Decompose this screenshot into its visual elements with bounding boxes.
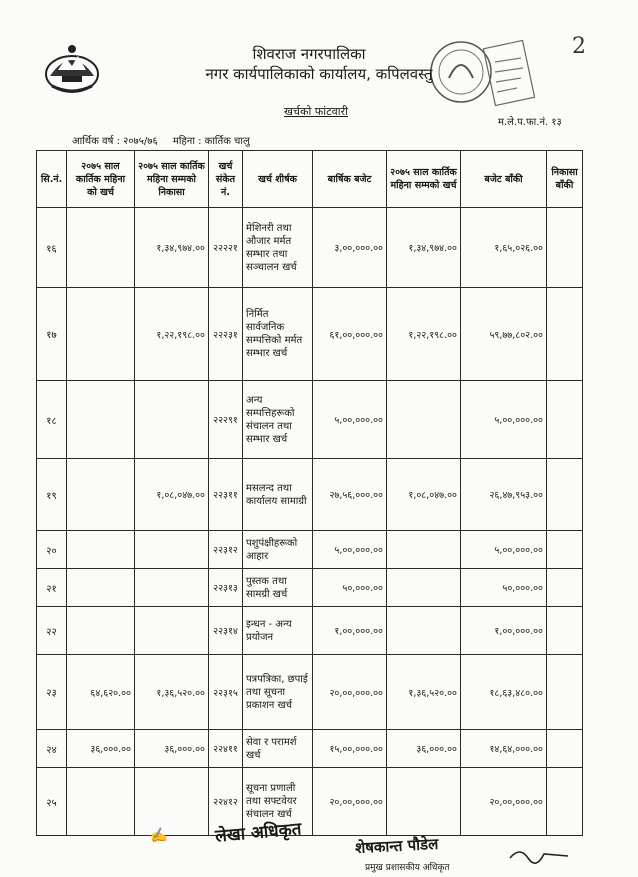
cell-month-expense xyxy=(67,607,135,655)
col-header-release-remaining: निकासा बाँकी xyxy=(547,151,583,208)
cell-budget-remaining: ५,००,०००.०० xyxy=(461,381,547,459)
cell-expense-to-date: १,०८,०४७.०० xyxy=(387,459,461,531)
handwritten-signature xyxy=(508,844,578,866)
cell-annual-budget: ५०,०००.०० xyxy=(313,569,387,607)
cell-annual-budget: ३,००,०००.०० xyxy=(313,208,387,288)
cell-expense-title: निर्मित सार्वजनिक सम्पत्तिको मर्मत सम्भार खर्च xyxy=(243,288,313,381)
cell-expense-title: मसलन्द तथा कार्यालय सामाग्री xyxy=(243,459,313,531)
table-row xyxy=(37,208,583,288)
office-name: नगर कार्यपालिकाको कार्यालय, कपिलवस्तु xyxy=(205,65,433,83)
cell-annual-budget: ५,००,०००.०० xyxy=(313,381,387,459)
cell-budget-remaining: ५,००,०००.०० xyxy=(461,531,547,569)
col-header-expense-title: खर्च शीर्षक xyxy=(243,151,313,208)
cell-release-remaining xyxy=(547,607,583,655)
col-header-month-expense: २०७५ साल कार्तिक महिना को खर्च xyxy=(67,151,135,208)
cell-budget-remaining: २६,४७,९५३.०० xyxy=(461,459,547,531)
cell-release-remaining xyxy=(547,768,583,836)
table-row xyxy=(37,569,583,607)
cell-release-remaining xyxy=(547,288,583,381)
cell-release-remaining xyxy=(547,730,583,768)
cell-budget-remaining: २०,००,०००.०० xyxy=(461,768,547,836)
cell-release-to-date: १,२२,१९८.०० xyxy=(135,288,209,381)
fiscal-year: आर्थिक वर्ष : २०७५/७६ xyxy=(72,136,158,147)
cell-expense-to-date xyxy=(387,768,461,836)
cell-month-expense: ६४,६२०.०० xyxy=(67,655,135,730)
cell-annual-budget: १,००,०००.०० xyxy=(313,607,387,655)
cell-release-to-date: १,३४,९७४.०० xyxy=(135,208,209,288)
expense-ledger-table xyxy=(36,150,583,836)
signature-role: प्रमुख प्रशासकीय अधिकृत xyxy=(365,863,450,873)
cell-expense-title: इन्धन - अन्य प्रयोजन xyxy=(243,607,313,655)
table-row xyxy=(37,768,583,836)
cell-expense-code: २२३१३ xyxy=(209,569,243,607)
cell-month-expense xyxy=(67,381,135,459)
col-header-release-to-date: २०७५ साल कार्तिक महिना सम्मको निकासा xyxy=(135,151,209,208)
cell-expense-to-date xyxy=(387,531,461,569)
cell-expense-code: २२३१२ xyxy=(209,531,243,569)
month-label: महिना : कार्तिक चालु xyxy=(172,136,250,147)
col-header-expense-to-date: २०७५ साल कार्तिक महिना सम्मको खर्च xyxy=(387,151,461,208)
col-header-annual-budget: बार्षिक बजेट xyxy=(313,151,387,208)
cell-release-remaining xyxy=(547,208,583,288)
cell-annual-budget: २०,००,०००.०० xyxy=(313,768,387,836)
cell-expense-to-date xyxy=(387,607,461,655)
cell-release-to-date: ३६,०००.०० xyxy=(135,730,209,768)
cell-expense-title: मेशिनरी तथा औजार मर्मत सम्भार तथा सञ्चालन खर्च xyxy=(243,208,313,288)
cell-budget-remaining: १४,६४,०००.०० xyxy=(461,730,547,768)
cell-release-to-date xyxy=(135,569,209,607)
table-row xyxy=(37,288,583,381)
cell-serial: १९ xyxy=(37,459,67,531)
signature-mark: ✍ xyxy=(148,826,169,846)
cell-expense-code: २२४११ xyxy=(209,730,243,768)
cell-budget-remaining: १८,६३,४८०.०० xyxy=(461,655,547,730)
cell-release-to-date: १,३६,५२०.०० xyxy=(135,655,209,730)
cell-annual-budget: ५,००,०००.०० xyxy=(313,531,387,569)
cell-expense-code: २२३१४ xyxy=(209,607,243,655)
cell-expense-code: २२२२१ xyxy=(209,208,243,288)
cell-release-to-date xyxy=(135,607,209,655)
cell-expense-to-date: ३६,०००.०० xyxy=(387,730,461,768)
signature-accounts-officer: लेखा अधिकृत xyxy=(214,819,303,847)
cell-annual-budget: २०,००,०००.०० xyxy=(313,655,387,730)
cell-annual-budget: ६१,००,०००.०० xyxy=(313,288,387,381)
cell-serial: २४ xyxy=(37,730,67,768)
document-title: खर्चको फांटवारी xyxy=(284,105,348,118)
cell-release-to-date xyxy=(135,768,209,836)
table-row xyxy=(37,381,583,459)
cell-expense-to-date xyxy=(387,381,461,459)
cell-budget-remaining: ५९,७७,८०२.०० xyxy=(461,288,547,381)
cell-expense-title: सेवा र परामर्श खर्च xyxy=(243,730,313,768)
cell-release-to-date xyxy=(135,531,209,569)
cell-release-remaining xyxy=(547,459,583,531)
table-row xyxy=(37,607,583,655)
cell-month-expense xyxy=(67,208,135,288)
period-info xyxy=(72,133,262,147)
cell-serial: १६ xyxy=(37,208,67,288)
cell-expense-title: अन्य सम्पत्तिहरूको संचालन तथा सम्भार खर्च xyxy=(243,381,313,459)
cell-expense-code: २२२३१ xyxy=(209,288,243,381)
cell-serial: १८ xyxy=(37,381,67,459)
cell-release-remaining xyxy=(547,569,583,607)
cell-serial: २२ xyxy=(37,607,67,655)
table-header-row xyxy=(37,151,583,208)
cell-expense-title: पुस्तक तथा सामग्री खर्च xyxy=(243,569,313,607)
cell-expense-code: २२२९१ xyxy=(209,381,243,459)
cell-month-expense: ३६,०००.०० xyxy=(67,730,135,768)
cell-expense-title: पत्रपत्रिका, छपाई तथा सूचना प्रकाशन खर्च xyxy=(243,655,313,730)
cell-expense-code: २२३११ xyxy=(209,459,243,531)
cell-month-expense xyxy=(67,531,135,569)
cell-month-expense xyxy=(67,288,135,381)
cell-release-remaining xyxy=(547,655,583,730)
cell-annual-budget: १५,००,०००.०० xyxy=(313,730,387,768)
cell-expense-code: २२४१२ xyxy=(209,768,243,836)
col-header-expense-code: खर्च संकेत नं. xyxy=(209,151,243,208)
cell-release-remaining xyxy=(547,381,583,459)
col-header-serial: सि.नं. xyxy=(37,151,67,208)
cell-serial: २३ xyxy=(37,655,67,730)
cell-expense-title: सूचना प्रणाली तथा सफ्टवेयर संचालन खर्च xyxy=(243,768,313,836)
page-number: 2 xyxy=(572,34,586,59)
form-reference-number: म.ले.प.फा.नं. १३ xyxy=(498,117,562,128)
cell-budget-remaining: ५०,०००.०० xyxy=(461,569,547,607)
org-name: शिवराज नगरपालिका xyxy=(252,45,366,63)
cell-annual-budget: २७,५६,०००.०० xyxy=(313,459,387,531)
signature-name: शेषकान्त पौडेल xyxy=(354,834,439,858)
cell-budget-remaining: १,००,०००.०० xyxy=(461,607,547,655)
cell-month-expense xyxy=(67,459,135,531)
table-body xyxy=(37,208,583,836)
cell-release-to-date: १,०८,०४७.०० xyxy=(135,459,209,531)
cell-release-to-date xyxy=(135,381,209,459)
cell-month-expense xyxy=(67,768,135,836)
table-row xyxy=(37,459,583,531)
cell-expense-to-date xyxy=(387,569,461,607)
col-header-budget-remaining: बजेट बाँकी xyxy=(461,151,547,208)
cell-serial: २५ xyxy=(37,768,67,836)
cell-month-expense xyxy=(67,569,135,607)
cell-budget-remaining: १,६५,०२६.०० xyxy=(461,208,547,288)
cell-serial: २१ xyxy=(37,569,67,607)
cell-expense-title: पशुपंक्षीहरूको आहार xyxy=(243,531,313,569)
cell-release-remaining xyxy=(547,531,583,569)
cell-expense-code: २२३१५ xyxy=(209,655,243,730)
table-row xyxy=(37,531,583,569)
table-row xyxy=(37,655,583,730)
table-row xyxy=(37,730,583,768)
cell-expense-to-date: १,३६,५२०.०० xyxy=(387,655,461,730)
cell-expense-to-date: १,२२,१९८.०० xyxy=(387,288,461,381)
cell-serial: १७ xyxy=(37,288,67,381)
cell-expense-to-date: १,३४,९७४.०० xyxy=(387,208,461,288)
cell-serial: २० xyxy=(37,531,67,569)
